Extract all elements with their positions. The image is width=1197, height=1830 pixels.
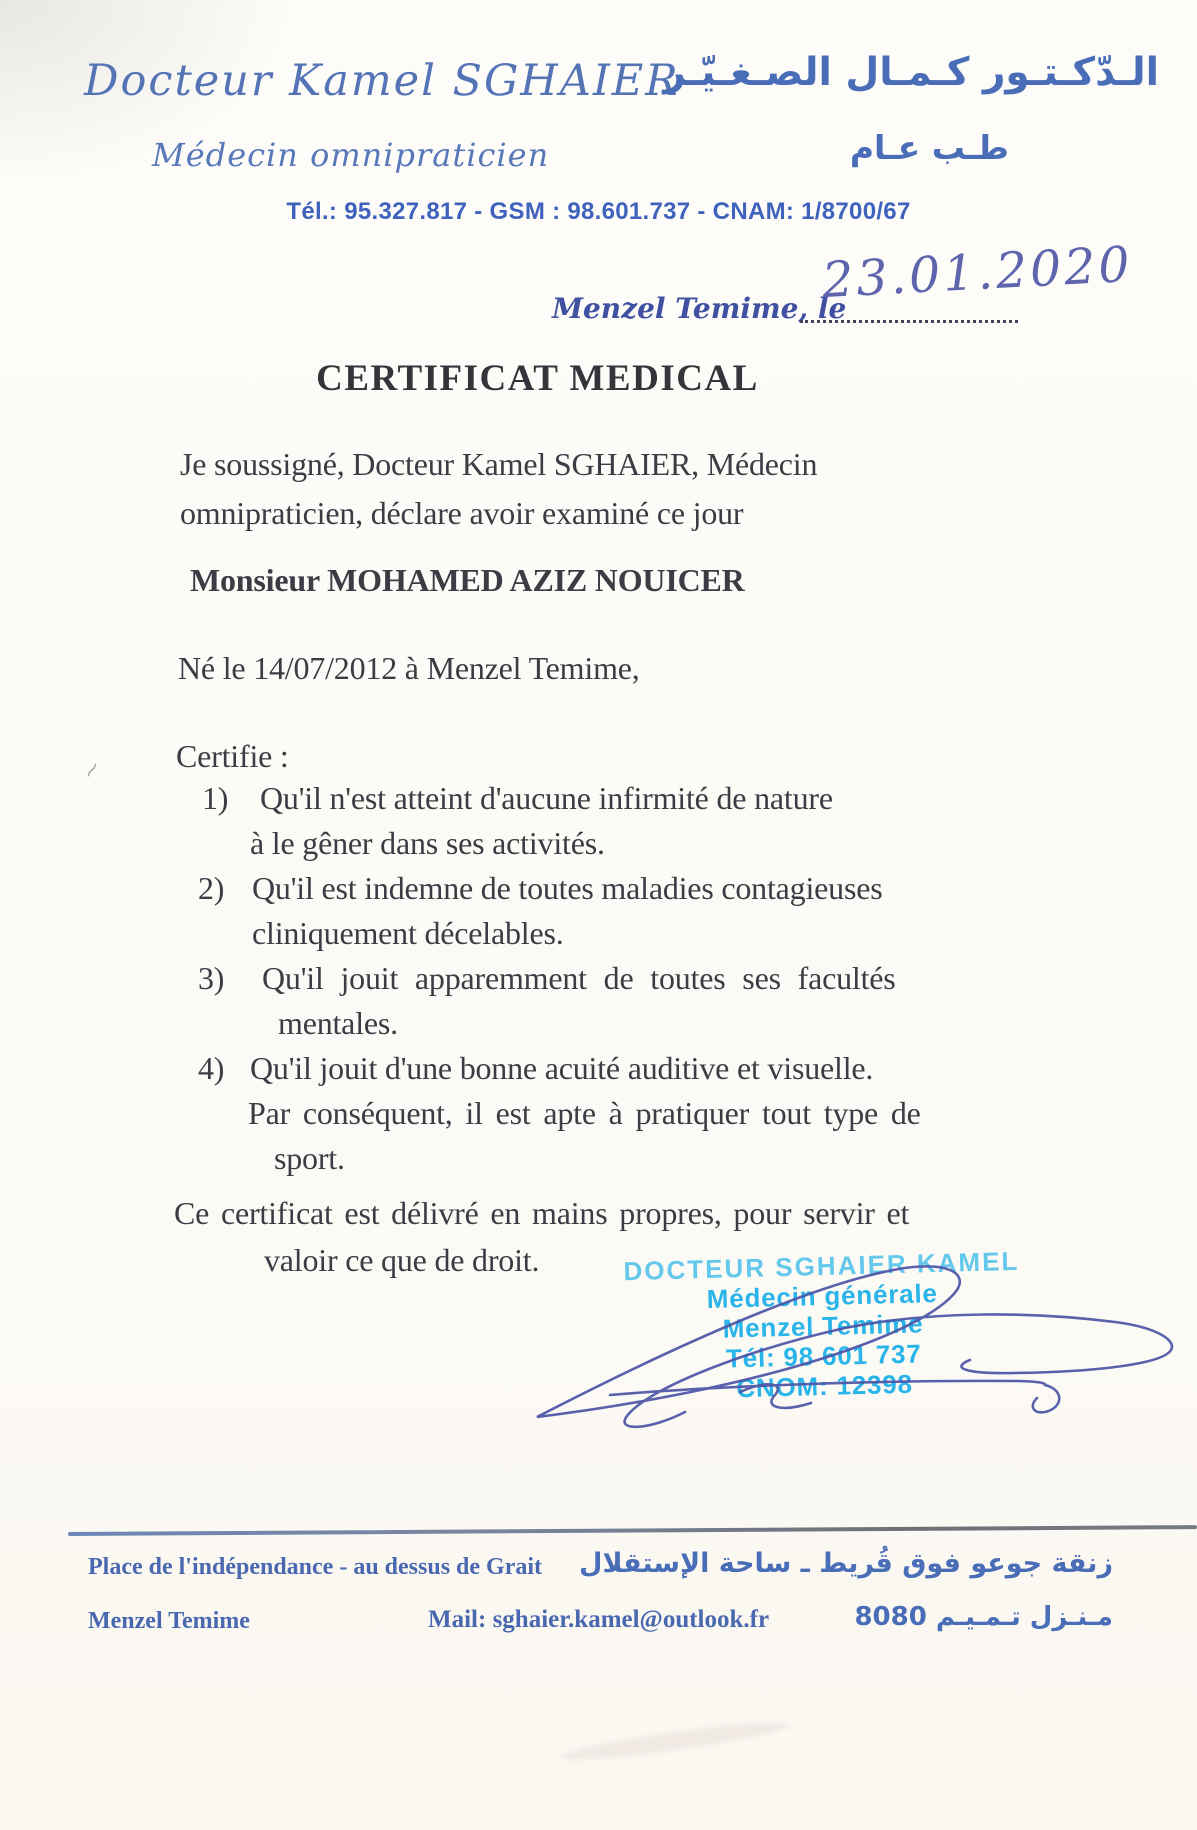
stamp-specialty: Médecin générale — [706, 1277, 939, 1315]
footer-divider — [68, 1525, 1197, 1536]
list-item-1-line-1: Qu'il n'est atteint d'aucune infirmité de nature — [260, 780, 833, 816]
doctor-title-fr: Médecin omnipraticien — [152, 136, 550, 174]
handwritten-date: 23.01.2020 — [820, 235, 1134, 310]
stamp-cnom: CNOM: 12398 — [735, 1368, 914, 1404]
list-item-1-number: 1) — [202, 780, 229, 816]
document-title: CERTIFICAT MEDICAL — [316, 358, 759, 399]
footer-address-arabic: زنقة جوعو فوق قُريط ـ ساحة الإستقلال — [579, 1548, 1113, 1579]
closing-line-2: valoir ce que de droit. — [264, 1242, 540, 1278]
doctor-title-arabic: طـب عـام — [849, 128, 1009, 167]
list-item-4-line-2: Par conséquent, il est apte à pratiquer tout type de — [248, 1095, 921, 1131]
doctor-name-arabic: الـدّكـتـور كـمـال الصـغـيّـر — [663, 50, 1159, 95]
stamp-phone: Tél: 98 601 737 — [725, 1338, 922, 1374]
footer-email: Mail: sghaier.kamel@outlook.fr — [428, 1606, 770, 1633]
list-item-2-line-2: cliniquement décelables. — [252, 915, 564, 951]
list-item-4-number: 4) — [198, 1050, 225, 1086]
certify-label: Certifie : — [176, 738, 289, 774]
list-item-3-number: 3) — [198, 960, 225, 996]
scan-mark-left-margin: ⁓ — [80, 758, 104, 782]
date-dotted-line — [800, 320, 1018, 323]
contact-line: Tél.: 95.327.817 - GSM : 98.601.737 - CNAM: 1/8700/67 — [286, 198, 911, 225]
intro-line-1: Je soussigné, Docteur Kamel SGHAIER, Médecin — [180, 446, 818, 482]
list-item-4-line-3: sport. — [274, 1140, 345, 1176]
signature — [455, 1240, 1195, 1490]
birth-line: Né le 14/07/2012 à Menzel Temime, — [178, 650, 640, 686]
footer-city-arabic: مـنـزل تـمـيـم 8080 — [854, 1602, 1113, 1632]
intro-line-2: omnipraticien, déclare avoir examiné ce jour — [180, 495, 744, 531]
list-item-1-line-2: à le gêner dans ses activités. — [250, 825, 605, 861]
stamp-city: Menzel Temime — [722, 1308, 924, 1344]
patient-name-line: Monsieur MOHAMED AZIZ NOUICER — [190, 562, 745, 598]
doctor-name-fr: Docteur Kamel SGHAIER — [84, 56, 680, 106]
list-item-4-line-1: Qu'il jouit d'une bonne acuité auditive et visuelle. — [250, 1050, 874, 1086]
list-item-2-line-1: Qu'il est indemne de toutes maladies contagieuses — [252, 870, 883, 906]
closing-line-1: Ce certificat est délivré en mains propres, pour servir et — [174, 1195, 910, 1231]
scan-smudge-bottom — [560, 1716, 790, 1766]
list-item-3-line-1: Qu'il jouit apparemment de toutes ses facultés — [262, 960, 896, 996]
date-place-label: Menzel Temime, le — [552, 292, 847, 325]
stamp-doctor-name: DOCTEUR SGHAIER KAMEL — [623, 1245, 1020, 1287]
footer-city-fr: Menzel Temime — [88, 1608, 250, 1634]
list-item-3-line-2: mentales. — [278, 1005, 398, 1041]
list-item-2-number: 2) — [198, 870, 225, 906]
footer-address-fr: Place de l'indépendance - au dessus de Grait — [88, 1554, 543, 1580]
